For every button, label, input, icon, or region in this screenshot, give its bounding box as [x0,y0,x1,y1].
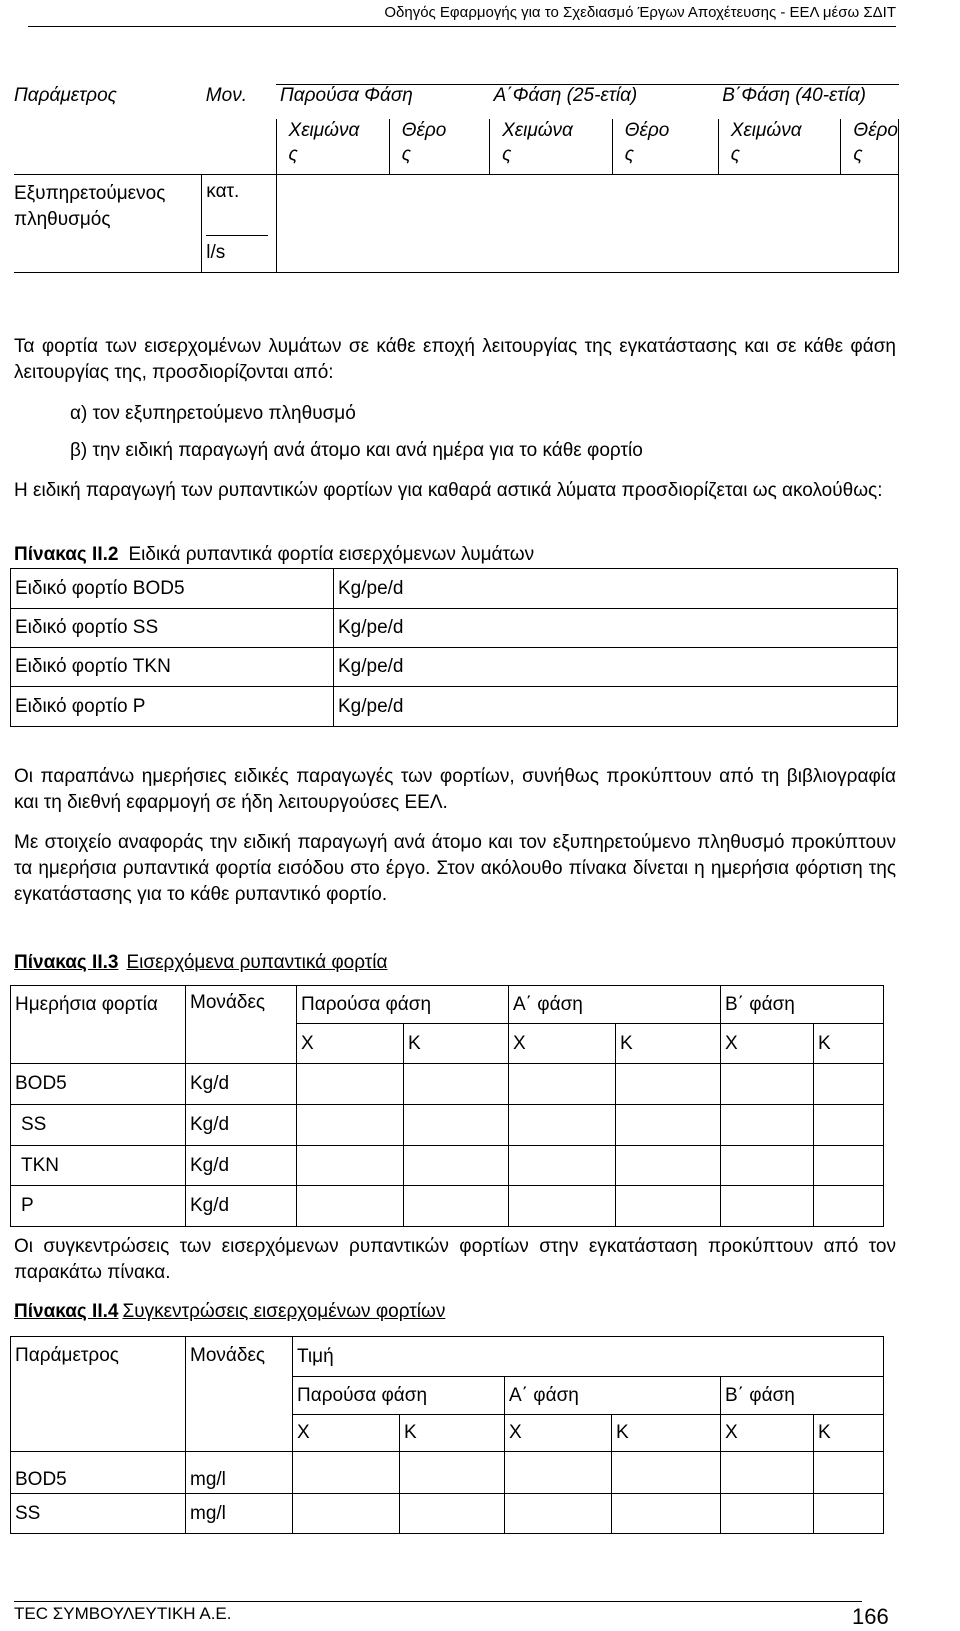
table3-caption: Πίνακας ΙΙ.3 Εισερχόμενα ρυπαντικά φορτία [14,952,388,973]
table-row: BOD5 [11,1452,186,1494]
paragraph-4: Με στοιχείο αναφοράς την ειδική παραγωγή ανά άτομο και τον εξυπηρετούμενο πληθυσμό προκύπτουν τα ημερήσια ρυπαντικά φορτία εισόδου στο έργο. Στον ακόλουθο πίνακα δίνεται η ημερήσια φόρτιση της εγκατάστασης για το κάθε ρυπαντικό φορτίο. [14,832,896,905]
unit-persons: κατ. [206,181,240,202]
list-item-a: α) τον εξυπηρετούμενο πληθυσμό [70,403,356,424]
population-table [14,84,899,273]
footer-company: TEC ΣΥΜΒΟΥΛΕΥΤΙΚΗ Α.Ε. [14,1604,232,1623]
table4-caption: Πίνακας ΙΙ.4 Συγκεντρώσεις εισερχομένων φορτίων [14,1301,446,1322]
winter-b: Χειμώνα ς [718,119,841,175]
summer-a: Θέρο ς [612,119,718,175]
table-row: TKN [11,1146,186,1186]
row-served-population: Εξυπηρετούμενος πληθυσμός [14,175,202,273]
page-number: 166 [852,1604,889,1629]
table2-caption: Πίνακας ΙΙ.2 Ειδικά ρυπαντικά φορτία εισερχόμενων λυμάτων [14,544,535,565]
paragraph-5: Οι συγκεντρώσεις των εισερχόμενων ρυπαντικών φορτίων στην εγκατάσταση προκύπτουν από τον παρακάτω πίνακα. [14,1236,896,1283]
col-phase-b: Β΄Φάση (40-ετία) [718,85,898,119]
winter-current: Χειμώνα ς [276,119,389,175]
list-item-b: β) την ειδική παραγωγή ανά άτομο και ανά ημέρα για το κάθε φορτίο [70,440,643,461]
table-row: SS [11,1105,186,1146]
table-row: Ειδικό φορτίο BOD5 [11,569,334,609]
footer-divider [14,1601,862,1602]
table-row: Ειδικό φορτίο SS [11,609,334,648]
col-phase-a: Α΄Φάση (25-ετία) [490,85,719,119]
winter-a: Χειμώνα ς [490,119,613,175]
table-row: Ειδικό φορτίο TKN [11,648,334,687]
specific-loads-table: Ειδικό φορτίο BOD5 Kg/pe/d Ειδικό φορτίο SS Kg/pe/d Ειδικό φορτίο TKN Kg/pe/d Ειδικό φορτίο P Kg/pe/d [10,568,898,727]
page-header: Οδηγός Εφαρμογής για το Σχεδιασμό Έργων Αποχέτευσης - ΕΕΛ μέσω ΣΔΙΤ [28,4,896,27]
paragraph-2: Η ειδική παραγωγή των ρυπαντικών φορτίων για καθαρά αστικά λύματα προσδιορίζεται ως ακολούθως: [14,480,883,501]
table-row: SS [11,1494,186,1534]
paragraph-3: Οι παραπάνω ημερήσιες ειδικές παραγωγές των φορτίων, συνήθως προκύπτουν από τη βιβλιογραφία και τη διεθνή εφαρμογή σε ήδη λειτουργούσες ΕΕΛ. [14,766,896,813]
paragraph-1: Τα φορτία των εισερχομένων λυμάτων σε κάθε εποχή λειτουργίας της εγκατάστασης και σε κάθε φάση λειτουργίας της, προσδιορίζονται από: [14,336,896,383]
table-row: BOD5 [11,1064,186,1105]
incoming-loads-table: Ημερήσια φορτία Μονάδες Παρούσα φάση Α΄ φάση Β΄ φάση Χ Κ Χ Κ Χ Κ BOD5 Kg/d SS Kg/d TKN Kg/d P Kg/d [10,985,884,1227]
col-current-phase: Παρούσα Φάση [276,85,490,119]
col-param: Παράμετρος [14,84,117,106]
summer-b: Θέρο ς [841,119,899,175]
concentrations-table: Παράμετρος Μονάδες Τιμή Παρούσα φάση Α΄ φάση Β΄ φάση Χ Κ Χ Κ Χ Κ BOD5 mg/l SS mg/l [10,1336,884,1534]
summer-current: Θέρο ς [389,119,489,175]
col-unit: Μον. [205,84,247,106]
table-row: Ειδικό φορτίο P [11,687,334,727]
unit-flow: l/s [206,235,268,264]
table-row: P [11,1186,186,1227]
